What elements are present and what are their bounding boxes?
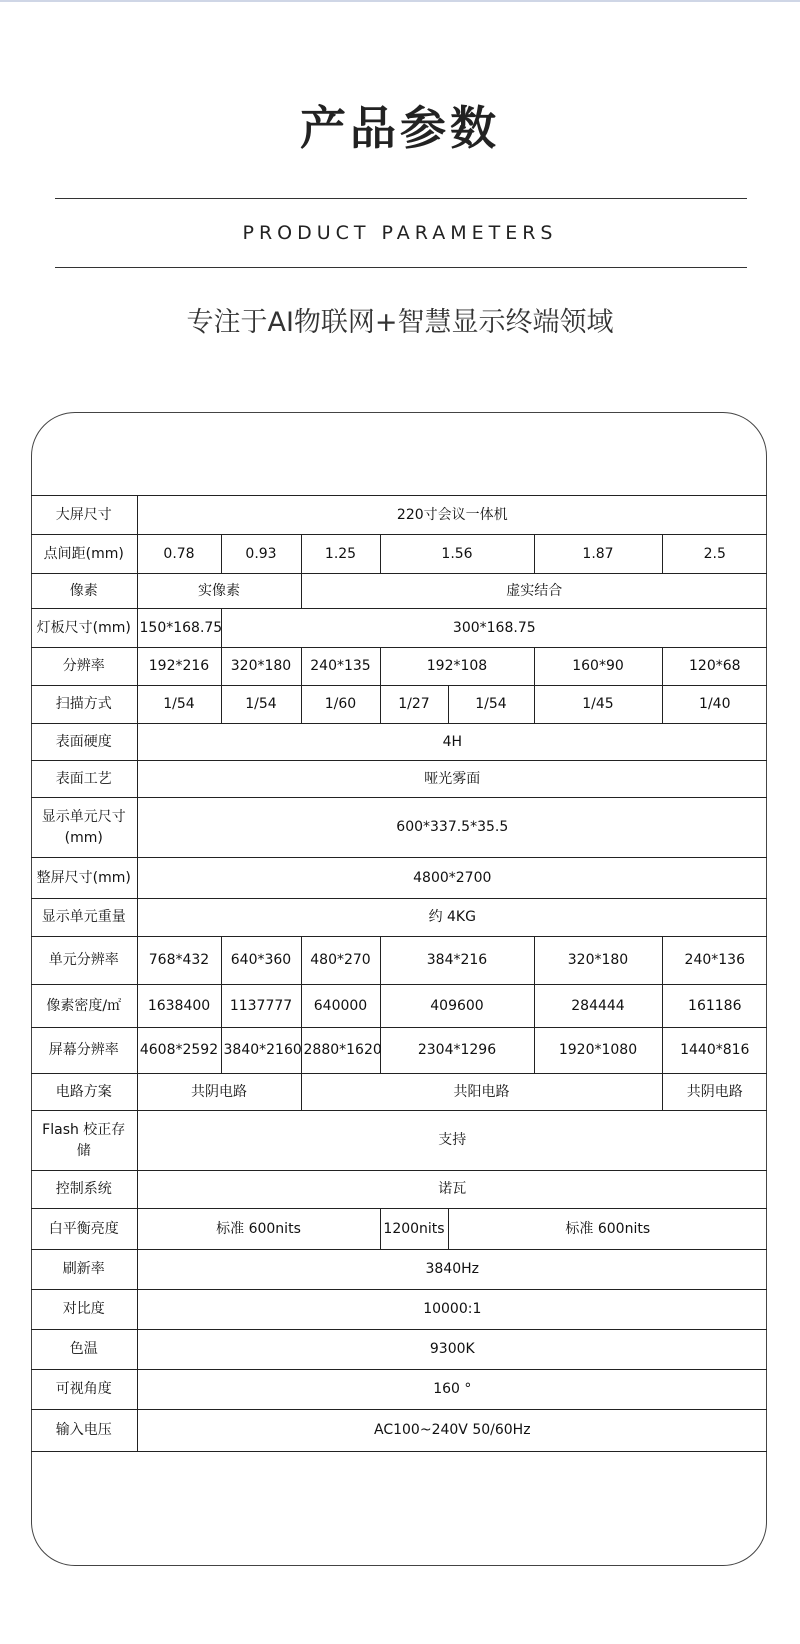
- row-view-angle: [31, 1370, 767, 1410]
- label-contrast: 对比度: [31, 1290, 137, 1330]
- pitch-cell: 1.56: [380, 535, 534, 574]
- circuit-c: 共阴电路: [662, 1074, 767, 1111]
- value-color-temp: 9300K: [137, 1330, 767, 1370]
- unit-resolution-cell: 640*360: [221, 937, 301, 985]
- brightness-a: 标准 600nits: [137, 1209, 380, 1250]
- row-refresh: [31, 1250, 767, 1290]
- screen-resolution-cell: 3840*2160: [221, 1028, 301, 1074]
- label-unit-size-line2: (mm): [64, 829, 103, 846]
- value-hardness: 4H: [137, 724, 767, 761]
- label-control: 控制系统: [31, 1171, 137, 1209]
- screen-resolution-cell: 2304*1296: [380, 1028, 534, 1074]
- row-brightness: [31, 1209, 767, 1250]
- divider-top: [55, 198, 747, 199]
- resolution-cell: 120*68: [662, 648, 767, 686]
- spec-table: [31, 495, 767, 1452]
- row-contrast: [31, 1290, 767, 1330]
- row-control: [31, 1171, 767, 1209]
- row-screen-resolution: [31, 1028, 767, 1074]
- resolution-cell: 192*216: [137, 648, 221, 686]
- unit-resolution-cell: 768*432: [137, 937, 221, 985]
- row-color-temp: [31, 1330, 767, 1370]
- pitch-cell: 0.93: [221, 535, 301, 574]
- label-unit-weight: 显示单元重量: [31, 899, 137, 937]
- density-cell: 1638400: [137, 985, 221, 1028]
- pitch-cell: 1.25: [301, 535, 380, 574]
- value-view-angle: 160 °: [137, 1370, 767, 1410]
- value-flash: 支持: [137, 1111, 767, 1171]
- row-unit-size: [31, 798, 767, 858]
- label-view-angle: 可视角度: [31, 1370, 137, 1410]
- label-screen-size: 大屏尺寸: [31, 496, 137, 535]
- row-panel-size: [31, 609, 767, 648]
- label-resolution: 分辨率: [31, 648, 137, 686]
- scan-cell: 1/54: [221, 686, 301, 724]
- row-full-size: [31, 858, 767, 899]
- value-control: 诺瓦: [137, 1171, 767, 1209]
- panel-size-b: 300*168.75: [221, 609, 767, 648]
- resolution-cell: 192*108: [380, 648, 534, 686]
- screen-resolution-cell: 1920*1080: [534, 1028, 662, 1074]
- scan-cell: 1/54: [448, 686, 534, 724]
- row-circuit: [31, 1074, 767, 1111]
- tagline: 专注于AI物联网+智慧显示终端领域: [186, 307, 614, 338]
- density-cell: 640000: [301, 985, 380, 1028]
- pixel-virtual: 虚实结合: [301, 574, 767, 609]
- top-border-line: [0, 0, 800, 2]
- screen-resolution-cell: 1440*816: [662, 1028, 767, 1074]
- screen-resolution-cell: 2880*1620: [301, 1028, 380, 1074]
- unit-resolution-cell: 480*270: [301, 937, 380, 985]
- label-scan: 扫描方式: [31, 686, 137, 724]
- label-flash-line2: 储: [76, 1142, 91, 1159]
- label-full-size: 整屏尺寸(mm): [31, 858, 137, 899]
- label-unit-size-line1: 显示单元尺寸: [41, 808, 126, 825]
- value-surface: 哑光雾面: [137, 761, 767, 798]
- row-pitch: [31, 535, 767, 574]
- scan-cell: 1/40: [662, 686, 767, 724]
- unit-resolution-cell: 320*180: [534, 937, 662, 985]
- row-voltage: [31, 1410, 767, 1452]
- value-contrast: 10000:1: [137, 1290, 767, 1330]
- row-hardness: [31, 724, 767, 761]
- row-pixel: [31, 574, 767, 609]
- density-cell: 1137777: [221, 985, 301, 1028]
- page-title: 产品参数: [300, 101, 500, 155]
- pitch-cell: 0.78: [137, 535, 221, 574]
- resolution-cell: 240*135: [301, 648, 380, 686]
- value-unit-size: 600*337.5*35.5: [137, 798, 767, 858]
- label-brightness: 白平衡亮度: [31, 1209, 137, 1250]
- value-full-size: 4800*2700: [137, 858, 767, 899]
- row-density: [31, 985, 767, 1028]
- label-screen-resolution: 屏幕分辨率: [31, 1028, 137, 1074]
- density-cell: 161186: [662, 985, 767, 1028]
- label-pixel: 像素: [31, 574, 137, 609]
- scan-cell: 1/27: [380, 686, 448, 724]
- english-subtitle: PRODUCT PARAMETERS: [242, 222, 558, 244]
- scan-cell: 1/54: [137, 686, 221, 724]
- label-color-temp: 色温: [31, 1330, 137, 1370]
- label-density: 像素密度/㎡: [31, 985, 137, 1028]
- label-unit-resolution: 单元分辨率: [31, 937, 137, 985]
- pixel-real: 实像素: [137, 574, 301, 609]
- row-resolution: [31, 648, 767, 686]
- label-flash: [31, 1111, 137, 1171]
- label-refresh: 刷新率: [31, 1250, 137, 1290]
- panel-size-a: 150*168.75: [137, 609, 221, 648]
- label-pitch: 点间距(mm): [31, 535, 137, 574]
- resolution-cell: 160*90: [534, 648, 662, 686]
- label-flash-line1: Flash 校正存: [42, 1121, 126, 1138]
- circuit-b: 共阳电路: [301, 1074, 662, 1111]
- density-cell: 409600: [380, 985, 534, 1028]
- scan-cell: 1/45: [534, 686, 662, 724]
- label-panel-size: 灯板尺寸(mm): [31, 609, 137, 648]
- row-surface: [31, 761, 767, 798]
- unit-resolution-cell: 384*216: [380, 937, 534, 985]
- value-voltage: AC100~240V 50/60Hz: [137, 1410, 767, 1452]
- divider-bottom: [55, 267, 747, 268]
- value-screen-size: 220寸会议一体机: [137, 496, 767, 535]
- label-unit-size: [31, 798, 137, 858]
- label-surface: 表面工艺: [31, 761, 137, 798]
- brightness-c: 标准 600nits: [448, 1209, 767, 1250]
- screen-resolution-cell: 4608*2592: [137, 1028, 221, 1074]
- label-hardness: 表面硬度: [31, 724, 137, 761]
- label-circuit: 电路方案: [31, 1074, 137, 1111]
- brightness-b: 1200nits: [380, 1209, 448, 1250]
- density-cell: 284444: [534, 985, 662, 1028]
- value-unit-weight: 约 4KG: [137, 899, 767, 937]
- unit-resolution-cell: 240*136: [662, 937, 767, 985]
- row-unit-weight: [31, 899, 767, 937]
- scan-cell: 1/60: [301, 686, 380, 724]
- row-screen-size: [31, 496, 767, 535]
- resolution-cell: 320*180: [221, 648, 301, 686]
- row-unit-resolution: [31, 937, 767, 985]
- label-voltage: 输入电压: [31, 1410, 137, 1452]
- pitch-cell: 1.87: [534, 535, 662, 574]
- row-scan: [31, 686, 767, 724]
- pitch-cell: 2.5: [662, 535, 767, 574]
- row-flash: [31, 1111, 767, 1171]
- value-refresh: 3840Hz: [137, 1250, 767, 1290]
- circuit-a: 共阴电路: [137, 1074, 301, 1111]
